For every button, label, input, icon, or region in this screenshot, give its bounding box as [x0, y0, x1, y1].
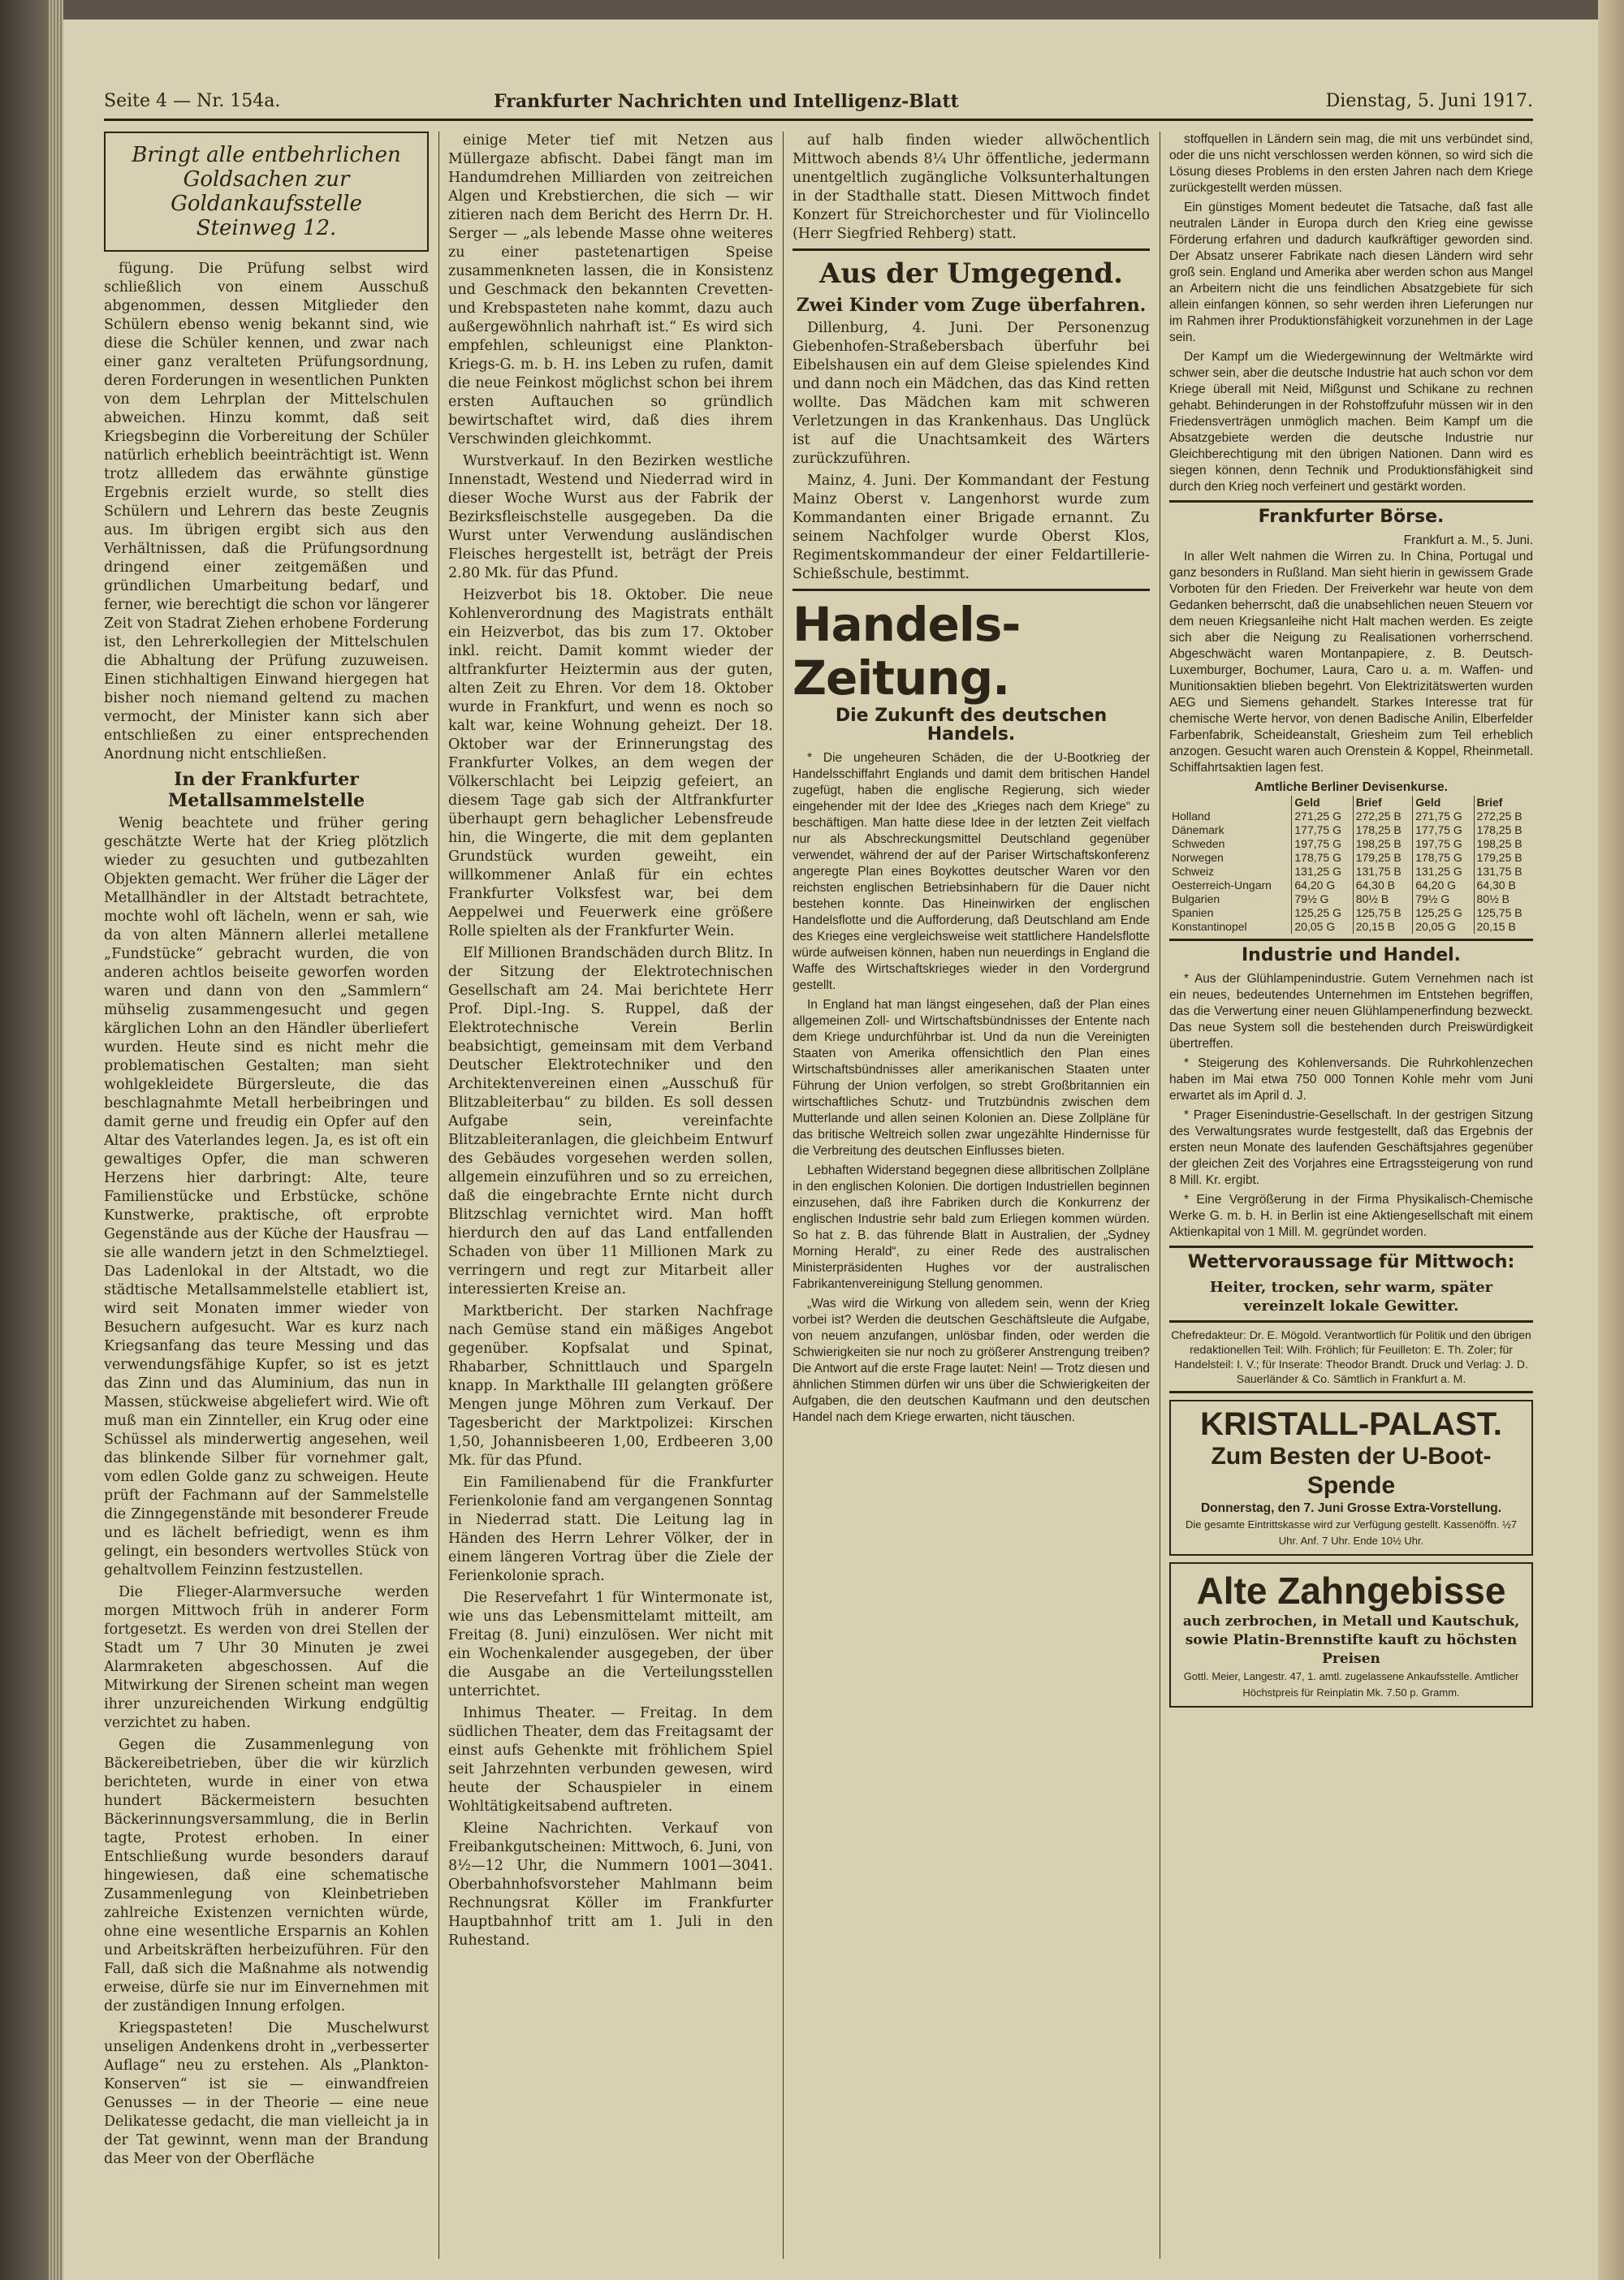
article-text: * Eine Vergrößerung in der Firma Physikalisch-Chemische Werke G. m. b. H. in Berlin ist eine Aktiengesellschaft mit einem Aktienkapital von 1 Mill. M. gegründet worden. [1169, 1193, 1533, 1239]
table-cell: 20,15 B [1353, 920, 1413, 934]
ad-subline: Donnerstag, den 7. Juni Grosse Extra-Vorstellung. [1200, 1501, 1502, 1515]
devisen-table [1169, 796, 1533, 934]
table-cell: 179,25 B [1474, 851, 1533, 865]
table-cell: 125,75 B [1353, 906, 1413, 920]
section-divider [1169, 1391, 1533, 1393]
ad-title: KRISTALL-PALAST. [1200, 1406, 1502, 1442]
table-row [1169, 865, 1533, 879]
table-header-row [1169, 796, 1533, 810]
table-header-cell: Brief [1474, 796, 1533, 810]
table-cell: 125,25 G [1292, 906, 1353, 920]
article-text: Wurstverkauf. In den Bezirken westliche Innenstadt, Westend und Niederrad wird in dieser Woche Wurst aus der Fabrik der Bezirksfleischstelle ausgegeben. Da die Wurst unter Verwendung ausländischen Fleisches hergestellt ist, beträgt der Preis 2.80 Mk. für das Pfund. [448, 453, 773, 581]
table-row [1169, 879, 1533, 892]
article-text: * Prager Eisenindustrie-Gesellschaft. In der gestrigen Sitzung des Verwaltungsrates wurde festgestellt, daß das Ergebnis der ersten neun Monate des laufenden Geschäftsjahres gegenüber der gleichen Zeit des Vorjahres eine Ertragssteigerung von rund 8 Mill. Kr. ergibt. [1169, 1108, 1533, 1187]
page-right-edge [1598, 0, 1624, 2280]
table-cell: 80½ B [1474, 892, 1533, 906]
table-cell: 179,25 B [1353, 851, 1413, 865]
gold-appeal-box: Bringt alle entbehrlichen Goldsachen zur Goldankaufsstelle Steinweg 12. [104, 132, 429, 252]
table-row [1169, 851, 1533, 865]
article-text: stoffquellen in Ländern sein mag, die mit uns verbündet sind, oder die uns nicht verschlossen werden können, so wird sich die Lösung dieses Problems in den ersten Jahren nach dem Kriege zurückgestellt werden müssen. [1169, 132, 1533, 195]
table-cell: 131,25 G [1413, 865, 1474, 879]
article-text: In aller Welt nahmen die Wirren zu. In China, Portugal und ganz besonders in Rußland. Man sieht hierin in gewissem Grade Vorboten für den Frieden. Der Freiverkehr war heute von dem Gedanken beherrscht, daß die unabsehlichen neuen Steuern vor dem neuen Kriegsanleihe nicht Halt machen werden. Es zeigte sich aber die Neigung zu Realisationen vorherrschend. Abgeschwächt waren Montanpapiere, z. B. Deutsch-Luxemburger, Bochumer, Laura, Caro u. a. m. Waffen- und Munitionsaktien blieben begehrt. Von Elektrizitätswerten wurden AEG und Siemens gehandelt. Starkes Interesse trat für chemische Werte hervor, von denen Badische Anilin, Elberfelder Farbenfabrik, Scheideanstalt, Griesheim zum Teil erheblich anzogen. Gesucht waren auch Orenstein & Koppel, Rheinmetall. Schiffahrtsaktien lagen fest. [1169, 550, 1533, 775]
column-rule [783, 132, 784, 2259]
table-cell: 197,75 G [1292, 837, 1353, 851]
table-cell: Schweden [1172, 837, 1225, 850]
article-text: Dillenburg, 4. Juni. Der Personenzug Giebenhofen-Straßebersbach überfuhr bei Eibelshausen ein auf dem Gleise spielendes Kind und dann noch ein Mädchen, das das Kind retten wollte. Das Mädchen kam mit schweren Verletzungen in das Krankenhaus. Das Unglück ist auf die Unachtsamkeit des Wärters zurückzuführen. [793, 320, 1150, 467]
table-cell: 131,25 G [1292, 865, 1353, 879]
weather-forecast: Heiter, trocken, sehr warm, später vereinzelt lokale Gewitter. [1209, 1279, 1493, 1315]
article-text: Die Flieger-Alarmversuche werden morgen Mittwoch früh in anderer Form fortgesetzt. Es werden von drei Stellen der Stadt um 7 Uhr 30 Minuten je zwei Alarmraketen abgeschossen. Auf die Mitwirkung der Sirenen scheint man wegen ihrer unzureichenden Wirkung endgültig verzichtet zu haben. [104, 1584, 429, 1731]
masthead: Frankfurter Nachrichten und Intelligenz-Blatt [494, 91, 959, 112]
column-2 [448, 132, 773, 2259]
section-divider [1169, 1246, 1533, 1248]
article-text: Der Kampf um die Wiedergewinnung der Weltmärkte wird schwer sein, aber die deutsche Industrie hat auch schon vor dem Kriege überall mit Neid, Mißgunst und Schikane zu rechnen gehabt. Behinderungen in der Rohstoffzufuhr müssen wir in den Friedensverträgen unmöglich machen. Beim Kampf um die Absatzgebiete werden die deutsche Industrie nur Gleichberechtigung mit den übrigen Nationen. Dann wird es siegen können, denn Technik und Produktionsfähigkeit sind durch den Krieg noch verfeinert und gestärkt worden. [1169, 350, 1533, 494]
table-cell: 79½ G [1413, 892, 1474, 906]
section-heading: Aus der Umgegend. [819, 257, 1123, 290]
table-cell: 131,75 B [1474, 865, 1533, 879]
article-text: Gegen die Zusammenlegung von Bäckereibetrieben, über die wir kürzlich berichteten, wurde in einer von etwa hundert Bäckermeistern besuchten Bäckerinnungsversammlung, die in Berlin tagte, Protest erhoben. In einer Entschließung wurde besonders darauf hingewiesen, daß eine schematische Zusammenlegung von Kleinbetrieben zahlreiche Existenzen vernichten würde, ohne eine wesentliche Ersparnis an Kohlen und Arbeitskräften herbeizuführen. Für den Fall, daß sich die Maßnahme als notwendig erweise, dürfe sie nur im Einvernehmen mit der zuständigen Innung erfolgen. [104, 1737, 429, 2014]
table-cell: Holland [1172, 810, 1211, 823]
article-text: Wenig beachtete und früher gering geschätzte Werte hat der Krieg plötzlich wieder zu gesuchten und gutbezahlten Objekten gemacht. Wer früher die Läger der Metallhändler in der Altstadt betrachtete, mochte wohl oft lächeln, wenn er sah, wie da von alten Männern allerlei metallene „Fundstücke“ gebracht wurden, die von anderen achtlos beiseite geworfen worden waren und dann von den „Sammlern“ mühselig zusammengesucht und gegen kärglichen Lohn an den Händler überliefert wurden. Heute sind es nicht mehr die problematischen Gestalten; man sieht wohlgekleidete Bürgersleute, die das beschlagnahmte Metall herbeibringen und damit gerne und freudig ein Opfer auf den Altar des Vaterlandes legen. Ja, es ist oft ein gewaltiges Opfer, die man schweren Herzens hier darbringt: Alte, teure Familienstücke und Erbstücke, schöne Kunstwerke, praktische, oft erprobte Gegenstände aus der Küche der Hausfrau — sie alle wandern jetzt in den Schmelztiegel. Das Ladenlokal in der Altstadt, wo die städtische Metallsammelstelle etabliert ist, wird seit Monaten immer wieder von Besuchern aufgesucht. War es kurz nach Kriegsanfang das teure Messing und das verwendungsfähige Kupfer, so ist es jetzt das Zinn und das Aluminium, das nun in Massen, stückweise abgeliefert wird. Wie oft muß man ein Zinnteller, ein Krug oder eine Schüssel als minderwertig angesehen, weil das blinkende Silber für vornehmer galt, vom edlen Golde ganz zu schweigen. Heute prüft der Fachmann auf der Sammelstelle die Zinngegenstände mit besonderer Freude und es lächelt befriedigt, wenn es ihm gelingt, ein besonders wertvolles Stück von gehaltvollem Feinzinn festzustellen. [104, 815, 429, 1578]
table-cell: 272,25 B [1353, 810, 1413, 823]
table-cell: 131,75 B [1353, 865, 1413, 879]
zahngebisse-ad [1169, 1562, 1533, 1708]
table-cell: 271,25 G [1292, 810, 1353, 823]
article-text: * Steigerung des Kohlenversands. Die Ruhrkohlenzechen haben im Mai etwa 750 000 Tonnen Kohle mehr vom Juni erwartet als im April d. J. [1169, 1056, 1533, 1103]
article-text: einige Meter tief mit Netzen aus Müllergaze abfischt. Dabei fängt man im Handumdrehen Milliarden von zeitreichen Algen und Krebstierchen, die sich — wir zitieren nach dem Bericht des Herrn Dr. H. Serger — „als lebende Masse ohne weiteres zu einer pastetenartigen Speise zusammenkneten lassen, die in Konsistenz und Geschmack den bekannten Crevetten- und Krebspasteten nahe kommt, dazu auch außergewöhnlich nahrhaft ist.“ Es wird sich empfehlen, schleunigst eine Plankton-Kriegs-G. m. b. H. ins Leben zu rufen, damit die neue Feinkost möglichst schon bei ihrem ersten Auftauchen so gründlich bewirtschaftet wird, daß dies ihrem Verschwinden gleichkommt. [448, 132, 773, 447]
table-cell: Norwegen [1172, 851, 1224, 864]
table-cell: Oesterreich-Ungarn [1172, 879, 1272, 892]
table-row [1169, 837, 1533, 851]
column-1 [104, 132, 429, 2259]
article-text: Elf Millionen Brandschäden durch Blitz. In der Sitzung der Elektrotechnischen Gesellschaft am 24. Mai berichtete Herr Prof. Dipl.-Ing. S. Ruppel, daß der Elektrotechnische Verein Berlin beabsichtigt, gemeinsam mit dem Verband Deutscher Elektrotechniker und den Architektenvereinen einen „Ausschuß für Blitzableiterbau“ zu bilden. Es soll dessen Aufgabe sein, vereinfachte Blitzableiteranlagen, die gleichbeim Entwurf des Gebäudes vorgesehen werden sollen, allgemein einzuführen und so zu erreichen, daß die eingebrachte Ernte nicht durch Blitzschlag vernichtet wird. Man hofft hierdurch den auf das Land entfallenden Schaden von über 11 Millionen Mark zu verringern und regt zur Mitarbeit aller interessierten Kreise an. [448, 945, 773, 1298]
fx-table-title: Amtliche Berliner Devisenkurse. [1255, 780, 1448, 794]
section-divider [1169, 939, 1533, 941]
article-text: Mainz, 4. Juni. Der Kommandant der Festung Mainz Oberst v. Langenhorst wurde zum Kommandanten einer Brigade ernannt. Zu seinem Nachfolger wurde Oberst Klos, Regimentskommandeur der einer Feldartillerie-Schießschule, bestimmt. [793, 473, 1150, 582]
table-cell: 272,25 B [1474, 810, 1533, 823]
ad-text: auch zerbrochen, in Metall und Kautschuk, sowie Platin-Brennstifte kauft zu höchsten Preisen [1182, 1613, 1520, 1667]
boerse-heading: Frankfurter Börse. [1258, 507, 1445, 527]
book-binding-edge [0, 0, 63, 2280]
section-title-handels-zeitung: Handels-Zeitung. [793, 597, 1021, 706]
ad-headline: Zum Besten der U-Boot-Spende [1211, 1443, 1492, 1499]
article-text: Ein Familienabend für die Frankfurter Ferienkolonie fand am vergangenen Sonntag in Niederrad statt. Die Leitung lag in Händen des Herrn Lehrer Völker, der in einem längeren Vortrag über die Ziele der Ferienkolonie sprach. [448, 1475, 773, 1584]
table-cell: 80½ B [1353, 892, 1413, 906]
table-cell: 125,75 B [1474, 906, 1533, 920]
article-text: auf halb finden wieder allwöchentlich Mittwoch abends 8¼ Uhr öffentliche, jedermann unentgeltlich zugängliche Volksunterhaltungen in der Stadthalle statt. Diesen Mittwoch findet Konzert für Streichorchester und für Violincello (Herr Siegfried Rehberg) statt. [793, 132, 1150, 242]
issue-date: Dienstag, 5. Juni 1917. [1325, 91, 1533, 111]
table-cell: Spanien [1172, 906, 1214, 919]
ad-small-print: Gottl. Meier, Langestr. 47, 1. amtl. zugelassene Ankaufsstelle. Amtlicher Höchstpreis für Reinplatin Mk. 7.50 p. Gramm. [1183, 1670, 1519, 1699]
article-text: Marktbericht. Der starken Nachfrage nach Gemüse stand ein mäßiges Angebot gegenüber. Kopfsalat und Spinat, Rhabarber, Schnittlauch und Spargeln knapp. In Markthalle III gelangten größere Mengen junge Möhren zum Verkauf. Der Tagesbericht der Marktpolizei: Kirschen 1,50, Johannisbeeren 1,00, Erdbeeren 3,00 Mk. für das Pfund. [448, 1303, 773, 1469]
article-text: fügung. Die Prüfung selbst wird schließlich von einem Ausschuß abgenommen, dessen Mitglieder den Schülern ebenso wenig bekannt sind, wie diese die Schüler kennen, und zwar nach einer ganz veralteten Prüfungsordnung, deren Forderungen in wesentlichen Punkten von dem Lehrplan der Mittelschulen abweichen. Hinzu kommt, daß seit Kriegsbeginn die Vorbereitung der Schüler natürlich erheblich beeinträchtigt ist. Wenn trotz allledem das erwähnte günstige Ergebnis erzielt wurde, so stellt dies Schülern und Lehrern das beste Zeugnis aus. Im übrigen ergibt sich aus den Verhältnissen, daß die Prüfungsordnung dringend einer zeitgemäßen und gründlichen Umarbeitung bedarf, und ferner, wie berechtigt die schon vor längerer Zeit von Stadrat Ziehen erhobene Forderung ist, den Lehrerkollegien der Mittelschulen die Abhaltung der Prüfung zuzuweisen. Einen stichhaltigen Einwand hiergegen hat bisher noch niemand geltend zu machen vermocht, der Minister kann sich aber entschließen zu einer entsprechenden Anordnung nicht entschließen. [104, 261, 429, 762]
table-cell: 177,75 G [1292, 823, 1353, 837]
article-text: Kriegspasteten! Die Muschelwurst unseligen Andenkens droht in „verbesserter Auflage“ neu zu erstehen. Als „Plankton-Konserven“ ist sie — einwandfreien Genusses — in der Theorie — eine neue Delikatesse gedacht, die man vielleicht ja in der Tat gewinnt, wenn man der Brandung das Meer von der Oberfläche [104, 2020, 429, 2167]
article-text: In England hat man längst eingesehen, daß der Plan eines allgemeinen Zoll- und Wirtschaftsbündnisses der Entente nach dem Kriege undurchführbar ist. Und da nun die Vereinigten Staaten von Amerika offensichtlich den Plan eines Wirtschaftsbündnisses aller amerikanischen Staaten unter Führung der Union verfolgen, so strebt Großbritannien ein wirtschaftliches Schutz- und Trutzbündnis zwischen dem Mutterlande und allen seinen Kolonien an. Diese Zollpläne für das britische Weltreich sollen zwar ungezählte Hindernisse für die Verbreitung des deutschen Einflusses bieten. [793, 998, 1150, 1158]
table-cell: 79½ G [1292, 892, 1353, 906]
column-rule [438, 132, 439, 2259]
table-cell: 64,20 G [1292, 879, 1353, 892]
article-text: „Was wird die Wirkung von alledem sein, wenn der Krieg vorbei ist? Werden die deutschen Geschäftsleute die Aufgabe, von neuem anzufangen, unlösbar finden, oder werden die Schwierigkeiten sie nur noch zu größerer Anstrengung treiben? Die Antwort auf die erste Frage lautet: Nein! — Trotz diesen und ähnlichen Stimmen dürfen wir uns über die Schwierigkeiten der Aufgaben, die den deutschen Kaufmann und den deutschen Handel nach dem Kriege erwarten, nicht täuschen. [793, 1297, 1150, 1424]
table-cell: 178,25 B [1474, 823, 1533, 837]
table-row [1169, 810, 1533, 823]
kristall-palast-ad [1169, 1400, 1533, 1556]
table-row [1169, 920, 1533, 934]
table-cell: 178,25 B [1353, 823, 1413, 837]
table-cell: 64,30 B [1353, 879, 1413, 892]
ad-small-print: Die gesamte Eintrittskasse wird zur Verfügung gestellt. Kassenöffn. ½7 Uhr. Anf. 7 Uhr. Ende 10½ Uhr. [1185, 1518, 1518, 1547]
page-header [104, 86, 1533, 121]
table-header-cell: Geld [1292, 796, 1353, 810]
table-cell: Bulgarien [1172, 892, 1220, 905]
article-heading: Die Zukunft des deutschen Handels. [835, 706, 1108, 745]
table-cell: 64,30 B [1474, 879, 1533, 892]
table-row [1169, 823, 1533, 837]
table-cell: 271,75 G [1413, 810, 1474, 823]
section-divider [793, 248, 1150, 251]
table-cell: 178,75 G [1292, 851, 1353, 865]
weather-heading: Wettervoraussage für Mittwoch: [1187, 1252, 1515, 1272]
page-number: Seite 4 — Nr. 154a. [104, 91, 281, 111]
article-text: Lebhaften Widerstand begegnen diese allbritischen Zollpläne in den englischen Kolonien. Die dortigen Industriellen beginnen einzusehen, daß ihre Fabriken durch die Konkurrenz der englischen Industrie sehr bald zum Erliegen kommen würden. So hat z. B. das führende Blatt in Australien, der „Sydney Morning Herald“, zu einer Rede des australischen Ministerpräsidenten Hughes vor der australischen Fabrikantenvereinigung Stellung genommen. [793, 1164, 1150, 1291]
table-cell: 20,05 G [1292, 920, 1353, 934]
article-text: Heizverbot bis 18. Oktober. Die neue Kohlenverordnung des Magistrats enthält ein Heizverbot, das bis zum 17. Oktober inkl. reicht. Damit kommt wieder der altfrankfurter Heiztermin aus der guten, alten Zeit zu Ehren. Vor dem 18. Oktober wurde in Frankfurt, und wenn es noch so kalt war, keine Wohnung geheizt. Der 18. Oktober war der Erinnerungstag des Frankfurter Volkes, an dem wegen der Völkerschlacht bei Leipzig gefeiert, an diesem Tage gab sich der Altfrankfurter überhaupt gern behaglicher Lebensfreude hin, die Wingerte, die mit dem geplanten Grundstück wurden geweiht, ein willkommener Anlaß für ein echtes Frankfurter Volksfest war, bei dem Aeppelwei und Feuerwerk eine größere Rolle spielten als der Frankfurter Wein. [448, 587, 773, 939]
article-text: Ein günstiges Moment bedeutet die Tatsache, daß fast alle neutralen Länder in Europa durch den Krieg eine gewisse Förderung erfahren und dadurch kaufkräftiger geworden sind. Der Absatz unserer Fabrikate nach diesen Ländern wird sehr groß sein. England und Amerika aber werden schon aus Mangel an Arbeitern nicht die uns feindlichen Absatzgebiete für sich allein einfangen können, so sehr werden ihren Lieferungen nur im Rahmen ihrer Produktionsfähigkeit vorzunehmen in der Lage sein. [1169, 201, 1533, 344]
table-cell: 20,05 G [1413, 920, 1474, 934]
article-text: Kleine Nachrichten. Verkauf von Freibankgutscheinen: Mittwoch, 6. Juni, von 8½—12 Uhr, die Nummern 1001—3041. Oberbahnhofsvorsteher Mahlmann beim Rechnungsrat Köller im Frankfurter Hauptbahnhof tritt am 1. Juli in den Ruhestand. [448, 1820, 773, 1949]
section-divider [793, 589, 1150, 591]
article-text: * Aus der Glühlampenindustrie. Gutem Vernehmen nach ist ein neues, bedeutendes Unternehmen im Entstehen begriffen, das die Verwertung einer neuen Glühlampenerfindung bezweckt. Das neue System soll die bestehenden durch Preiswürdigkeit übertreffen. [1169, 972, 1533, 1051]
table-cell: 178,75 G [1413, 851, 1474, 865]
table-cell: 197,75 G [1413, 837, 1474, 851]
table-cell: 125,25 G [1413, 906, 1474, 920]
ad-title: Alte Zahngebisse [1196, 1570, 1506, 1612]
table-header-cell: Brief [1353, 796, 1413, 810]
impressum: Chefredakteur: Dr. E. Mögold. Verantwortlich für Politik und den übrigen redaktionellen Teil: Wilh. Fröhlich; für Feuilleton: E. Th. Zoler; für Handelsteil: I. V.; für Inserate: Theodor Brandt. Druck und Verlag: J. D. Sauerländer & Co. Sämtlich in Frankfurt a. M. [1171, 1328, 1531, 1385]
table-header-cell [1169, 796, 1292, 810]
article-text: Inhimus Theater. — Freitag. In dem südlichen Theater, dem das Freitagsamt der einst aufs Gehenkte mit fröhlichem Spiel seit Jahrzehnten verbunden gewesen, wird heute der Schauspieler in einem Wohltätigkeitsabend auftreten. [448, 1705, 773, 1815]
table-row [1169, 906, 1533, 920]
industrie-heading: Industrie und Handel. [1241, 945, 1462, 965]
table-cell: 177,75 G [1413, 823, 1474, 837]
table-cell: Schweiz [1172, 865, 1215, 878]
article-text: * Die ungeheuren Schäden, die der U-Bootkrieg der Handelsschiffahrt Englands und damit dem britischen Handel zugefügt, haben die englische Regierung, sich wieder eingehender mit der Idee des „Krieges nach dem Kriege“ zu beschäftigen. Man hatte diese Idee in der letzten Zeit vielfach nur als Abschreckungsmittel Deutschland gegenüber verwendet, während der auf der Pariser Wirtschaftskonferenz angeregte Plan eines Boykottes deutscher Waren vor den reichsten englischen Betriebsinhabern für die Dauer nicht bestehen konnte. Das Hineinwirken der englischen Handelsflotte und die Aufforderung, daß Deutschland am Ende des Krieges eine vergleichsweise weit stattlichere Handelsflotte würde aufweisen können, haben nun neuerdings in England die Waffe des Wirtschaftskrieges wieder in den Vordergrund gestellt. [793, 751, 1150, 992]
article-text: Die Reservefahrt 1 für Wintermonate ist, wie uns das Lebensmittelamt mitteilt, am Freitag (8. Juni) einzulösen. Wer nicht mit ein Wochenkalender ausgegeben, der über die Ausgabe an die Verteilungsstellen unterrichtet. [448, 1590, 773, 1699]
table-header-cell: Geld [1413, 796, 1474, 810]
table-cell: 198,25 B [1353, 837, 1413, 851]
table-cell: 20,15 B [1474, 920, 1533, 934]
section-divider [1169, 1320, 1533, 1323]
newspaper-page [63, 19, 1598, 2280]
section-divider [1169, 500, 1533, 503]
column-3 [793, 132, 1150, 2259]
boerse-dateline: Frankfurt a. M., 5. Juni. [1403, 533, 1533, 547]
table-cell: Konstantinopel [1172, 920, 1247, 933]
article-heading: In der Frankfurter Metallsammelstelle [167, 769, 365, 811]
table-row [1169, 892, 1533, 906]
table-cell: 198,25 B [1474, 837, 1533, 851]
table-cell: 64,20 G [1413, 879, 1474, 892]
table-cell: Dänemark [1172, 823, 1224, 836]
article-heading: Zwei Kinder vom Zuge überfahren. [796, 295, 1147, 316]
column-4 [1169, 132, 1533, 2259]
